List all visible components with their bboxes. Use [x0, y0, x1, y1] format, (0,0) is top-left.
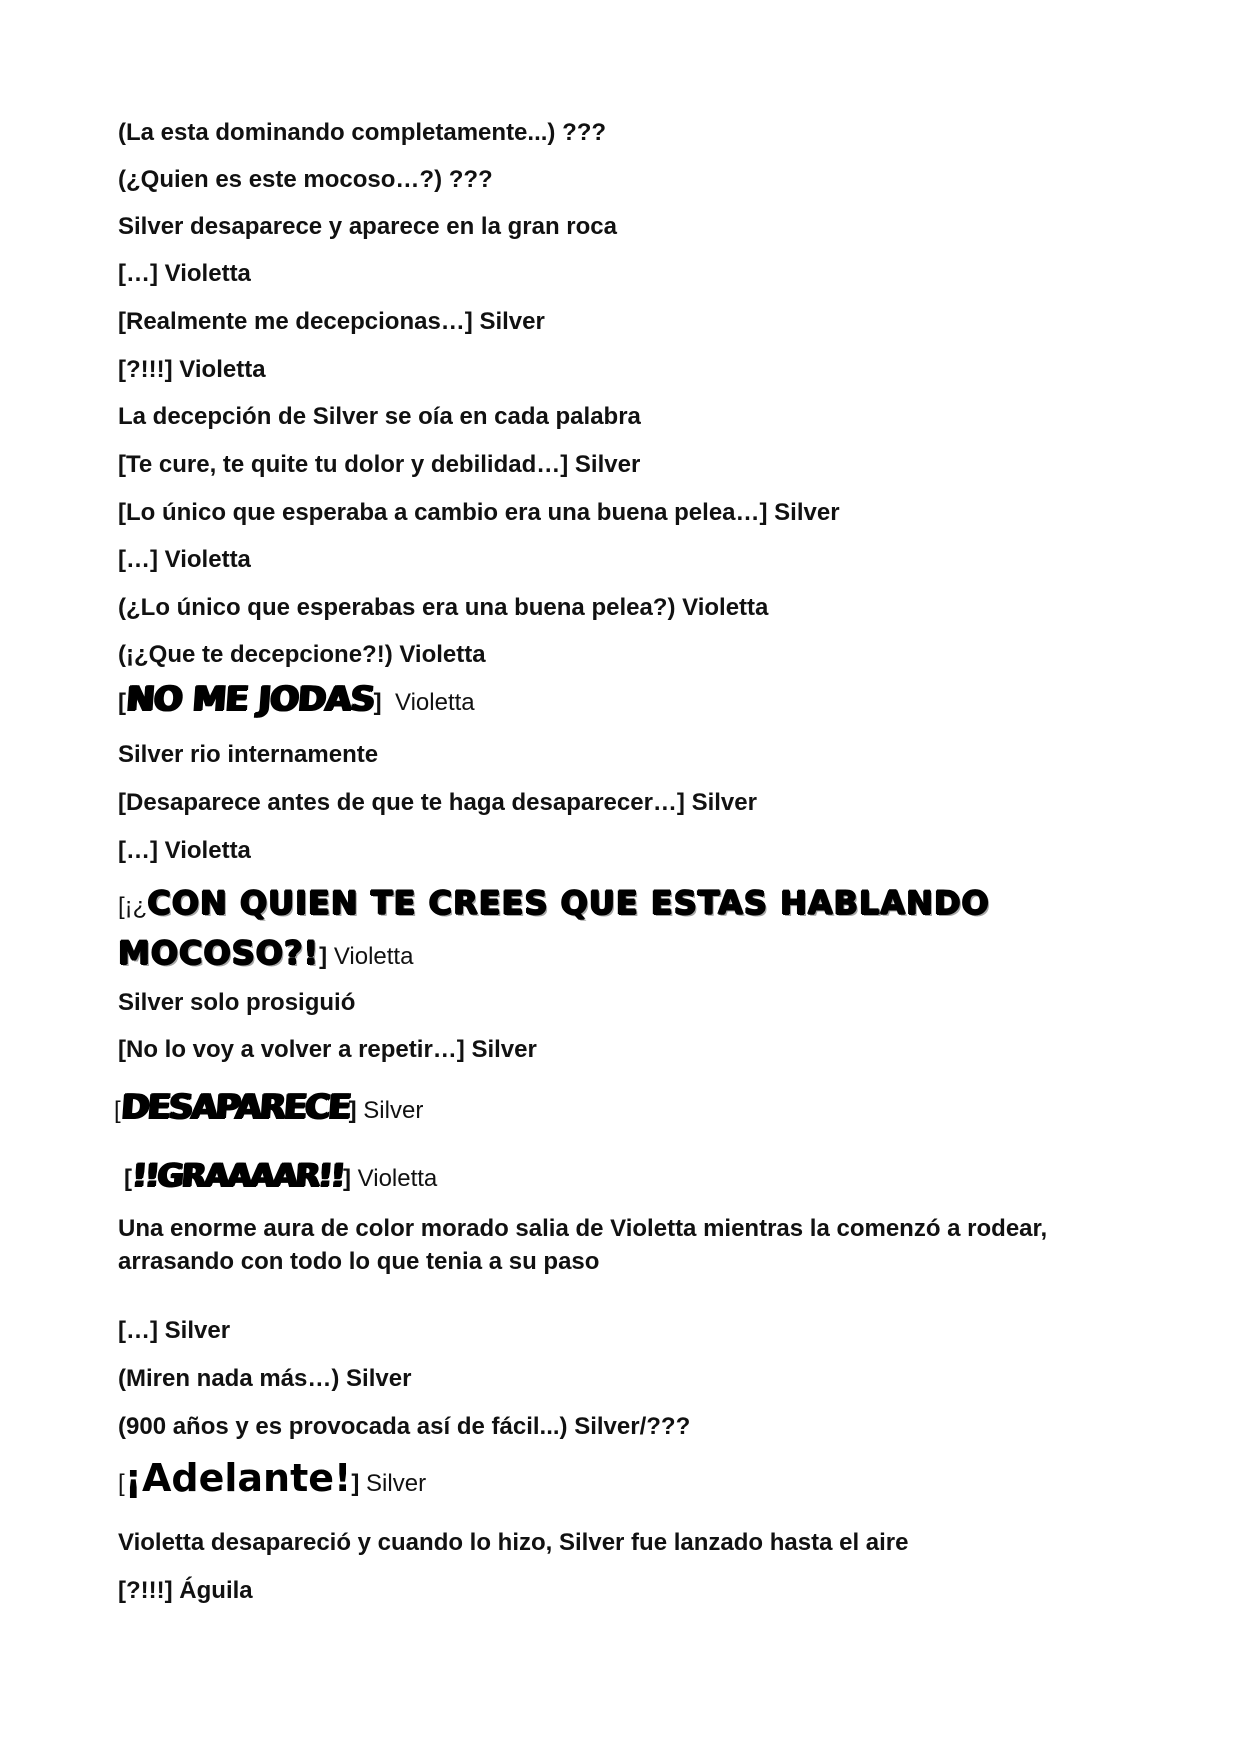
text-line: (¡¿Que te decepcione?!) Violetta	[118, 641, 486, 668]
text-line: [?!!!] Violetta	[118, 356, 266, 383]
text-paragraph: Una enorme aura de color morado salia de Violetta mientras la comenzó a rodear, arrasando con todo lo que tenia a su paso	[118, 1215, 1048, 1275]
bracket-close: ]	[351, 1470, 360, 1497]
text-line: […] Violetta	[118, 546, 251, 573]
bracket-close: ]	[319, 943, 328, 970]
shout-line	[118, 880, 990, 930]
text-line: […] Violetta	[118, 260, 251, 287]
bracket-open: [	[114, 1097, 121, 1124]
bracket-open: [¡¿	[118, 893, 148, 920]
speaker-name: Violetta	[333, 943, 414, 970]
text-line: […] Silver	[118, 1317, 231, 1344]
bracket-open: [	[118, 1470, 125, 1497]
stylized-shout: DESAPARECE	[119, 1087, 351, 1127]
text-line: [Lo único que esperaba a cambio era una buena pelea…] Silver	[118, 499, 840, 526]
speaker-name: Violetta	[395, 689, 475, 716]
speaker-name: Silver	[366, 1470, 427, 1497]
shout-line	[118, 1456, 427, 1500]
text-line: [Te cure, te quite tu dolor y debilidad…] Silver	[118, 451, 641, 478]
shout-line	[124, 1156, 438, 1194]
text-line: La decepción de Silver se oía en cada palabra	[118, 403, 641, 430]
text-line: (¿Lo único que esperabas era una buena pelea?) Violetta	[118, 594, 769, 621]
text-line: [?!!!] Águila	[118, 1577, 253, 1604]
text-line: [No lo voy a volver a repetir…] Silver	[118, 1036, 537, 1063]
shout-line	[114, 1087, 424, 1127]
shout-line	[118, 679, 475, 719]
stylized-shout: CON QUIEN TE CREES QUE ESTAS HABLANDO	[147, 884, 990, 922]
bracket-open: [	[118, 689, 126, 716]
stylized-shout: NO ME JODAS	[124, 679, 376, 719]
speaker-name: Silver	[363, 1097, 424, 1124]
text-line: (Miren nada más…) Silver	[118, 1365, 412, 1392]
text-line: Violetta desapareció y cuando lo hizo, Silver fue lanzado hasta el aire	[118, 1529, 909, 1556]
bracket-close: ]	[348, 1097, 357, 1124]
shout-line	[118, 930, 990, 980]
text-line: (¿Quien es este mocoso…?) ???	[118, 166, 493, 193]
text-line: [Desaparece antes de que te haga desaparecer…] Silver	[118, 789, 757, 816]
stylized-shout: !!GRAAAAR!!	[130, 1156, 345, 1194]
text-line: Silver desaparece y aparece en la gran roca	[118, 213, 617, 240]
text-line: (900 años y es provocada así de fácil...) Silver/???	[118, 1413, 691, 1440]
bracket-close: ]	[373, 689, 382, 716]
text-line: [Realmente me decepcionas…] Silver	[118, 308, 545, 335]
bracket-close: ]	[342, 1165, 351, 1192]
stylized-shout: MOCOSO?!	[118, 934, 320, 972]
speaker-name: Violetta	[357, 1165, 438, 1192]
text-line: Silver solo prosiguió	[118, 989, 356, 1016]
stylized-shout: ¡Adelante!	[124, 1456, 352, 1500]
bracket-open: [	[124, 1165, 132, 1192]
shout-block	[118, 880, 990, 980]
text-line: […] Violetta	[118, 837, 251, 864]
text-line: Silver rio internamente	[118, 741, 379, 768]
text-line: (La esta dominando completamente...) ???	[118, 119, 607, 146]
